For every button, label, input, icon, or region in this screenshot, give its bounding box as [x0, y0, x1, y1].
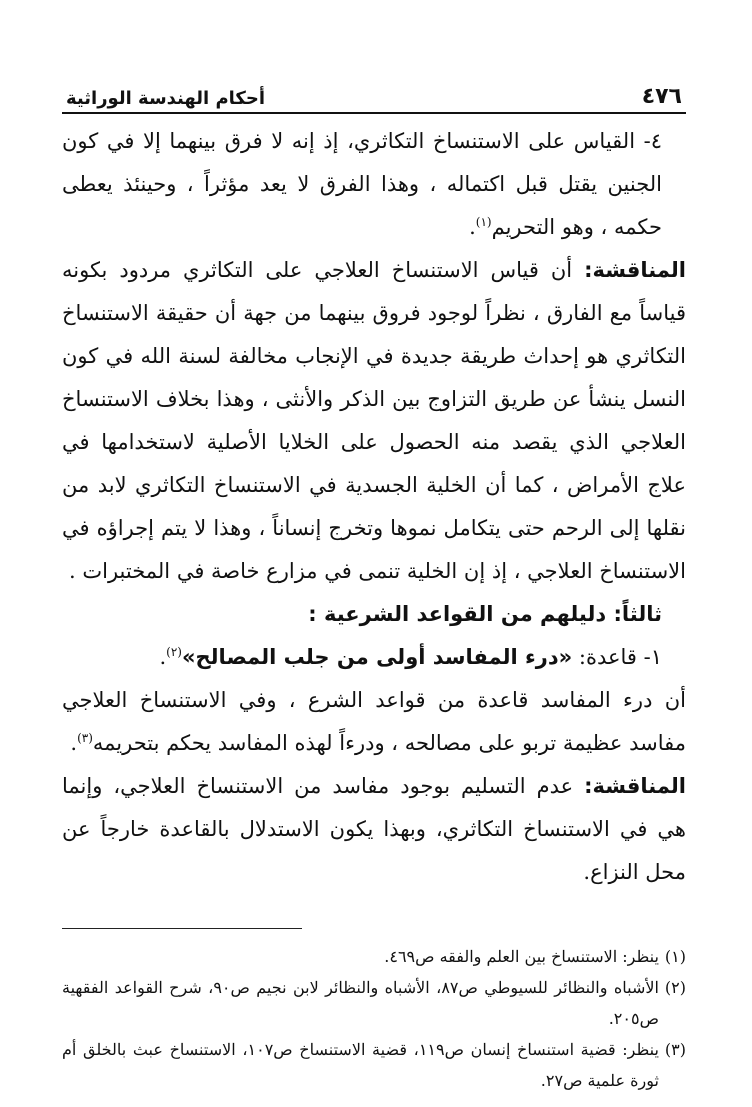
paragraph-text: عدم التسليم بوجود مفاسد من الاستنساخ العلاجي، وإنما هي في الاستنساخ التكاثري، وبهذا يكون الاستدلال بالقاعدة خارجاً عن محل النزاع.: [62, 774, 686, 884]
footnote-number: (١): [664, 947, 686, 966]
paragraph-discussion-2: [62, 765, 686, 894]
paragraph-end: .: [70, 731, 78, 755]
footnotes: [62, 941, 686, 1096]
footnote-text: ينظر: الاستنساخ بين العلم والفقه ص٤٦٩.: [384, 947, 659, 966]
page-number: ٤٧٦: [641, 84, 682, 109]
main-text: [62, 120, 686, 894]
running-title: أحكام الهندسة الوراثية: [66, 88, 266, 109]
footnote-ref-3[interactable]: (٣): [77, 731, 93, 745]
rule-quote: «درء المفاسد أولى من جلب المصالح»: [181, 645, 573, 669]
footnote-text: ينظر: قضية استنساخ إنسان ص١١٩، قضية الاستنساخ ص١٠٧، الاستنساخ عبث بالخلق أم ثورة علمية ص٢٧.: [62, 1040, 659, 1090]
paragraph-text: أن درء المفاسد قاعدة من قواعد الشرع ، وفي الاستنساخ العلاجي مفاسد عظيمة تربو على مصالحه ، ودرءاً لهذه المفاسد يحكم بتحريمه: [62, 688, 686, 755]
paragraph-end: .: [469, 215, 476, 239]
footnote-number: (٢): [664, 978, 686, 997]
footnote-separator-wrap: [62, 894, 686, 941]
footnote-text: الأشباه والنظائر للسيوطي ص٨٧، الأشباه والنظائر لابن نجيم ص٩٠، شرح القواعد الفقهية ص٢٠٥.: [62, 978, 659, 1028]
footnote-ref-2[interactable]: (٢): [166, 645, 182, 659]
footnote-2: [62, 972, 686, 1034]
paragraph-end: .: [159, 645, 167, 669]
rule-prefix: ١- قاعدة:: [578, 645, 662, 669]
paragraph-rule-explanation: [62, 679, 686, 765]
footnote-1: [62, 941, 686, 972]
book-page: [62, 74, 686, 1096]
paragraph-text: ٤- القياس على الاستنساخ التكاثري، إذ إنه لا فرق بينهما إلا في كون الجنين يقتل قبل اكتماله ، وهذا الفرق لا يعد مؤثراً ، وحينئذ يعطى حكمه ، وهو التحريم: [62, 129, 662, 239]
footnote-separator: [62, 928, 302, 929]
footnote-ref-1[interactable]: (١): [475, 215, 492, 229]
rule-statement: [62, 636, 686, 679]
discussion-label: المناقشة:: [584, 258, 686, 282]
section-heading-third: ثالثاً: دليلهم من القواعد الشرعية :: [308, 602, 662, 626]
paragraph-argument-4: [62, 120, 686, 249]
discussion-label: المناقشة:: [584, 774, 686, 798]
page-header: [62, 74, 686, 114]
footnote-number: (٣): [664, 1040, 686, 1059]
paragraph-text: أن قياس الاستنساخ العلاجي على التكاثري مردود بكونه قياساً مع الفارق ، نظراً لوجود فروق بينهما من جهة أن حقيقة الاستنساخ التكاثري هو إحداث طريقة جديدة في الإنجاب مخالفة لسنة الله في كون النسل ينشأ عن طريق التزاوج بين الذكر والأنثى ، وهذا بخلاف الاستنساخ العلاجي الذي يقصد منه الحصول على الخلايا الأصلية لاستخدامها في علاج الأمراض ، كما أن الخلية الجسدية في الاستنساخ التكاثري لابد من نقلها إلى الرحم حتى يتكامل نموها وتخرج إنساناً ، وهذا لا يتم إجراؤه في الاستنساخ العلاجي ، إذ إن الخلية تنمى في مزارع خاصة في المختبرات .: [62, 258, 686, 583]
paragraph-discussion-1: [62, 249, 686, 593]
footnote-3: [62, 1034, 686, 1096]
